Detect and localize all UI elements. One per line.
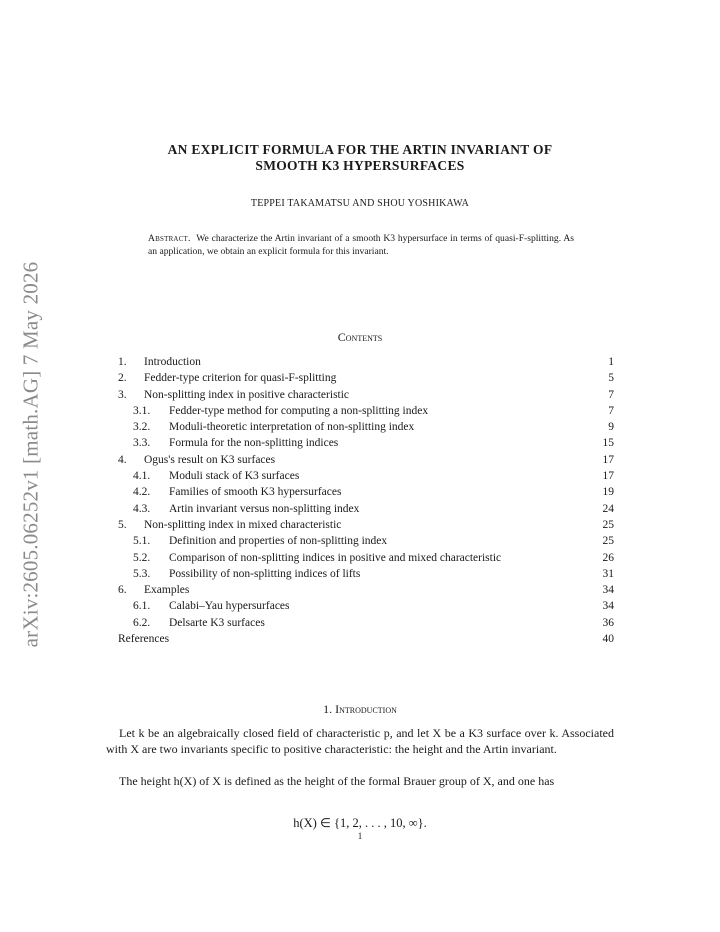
toc-entry-page: 9 [608, 421, 614, 434]
toc-entry[interactable] [118, 370, 614, 386]
toc-entry[interactable] [118, 615, 614, 631]
paper-title-line-2: SMOOTH K3 HYPERSURFACES [255, 158, 465, 173]
toc-entry-label: References [118, 633, 170, 646]
paper-authors: TEPPEI TAKAMATSU AND SHOU YOSHIKAWA [250, 198, 470, 209]
toc-entry-page: 40 [602, 633, 614, 646]
toc-entry-number: 5.2. [133, 551, 151, 564]
toc-entry-number: 4.2. [133, 486, 151, 499]
toc-entry-page: 36 [602, 616, 614, 629]
toc-entry-number: 5.1. [133, 535, 151, 548]
toc-entry-label: Comparison of non-splitting indices in positive and mixed characteristic [169, 551, 502, 564]
toc-entry[interactable] [118, 419, 614, 435]
toc-entry-label: Introduction [144, 356, 201, 368]
toc-entry-page: 17 [602, 470, 614, 483]
arxiv-identifier-stamp[interactable] [14, 247, 48, 662]
toc-entry-label: Possibility of non-splitting indices of lifts [169, 567, 361, 580]
toc-entry-number: 3.3. [133, 437, 151, 450]
toc-entry-number: 5.3. [133, 567, 151, 580]
abstract [148, 233, 574, 258]
toc-entry[interactable] [118, 566, 614, 582]
toc-entry[interactable] [118, 387, 614, 403]
toc-entry[interactable] [118, 403, 614, 419]
toc-entry-label: Families of smooth K3 hypersurfaces [169, 486, 342, 499]
toc-entry[interactable] [118, 484, 614, 500]
toc-entry[interactable] [118, 598, 614, 614]
toc-entry[interactable] [118, 582, 614, 598]
toc-entry-page: 5 [608, 372, 614, 385]
toc-entry-number: 6. [118, 584, 127, 597]
abstract-text: We characterize the Artin invariant of a smooth K3 hypersurface in terms of quasi-F-splitting. As an application, we obtain an explicit formula for this invariant. [148, 233, 574, 257]
toc-entry-label: Fedder-type method for computing a non-splitting index [169, 404, 429, 417]
paper-title-line-1: AN EXPLICIT FORMULA FOR THE ARTIN INVARIANT OF [167, 142, 553, 157]
toc-entry-label: Formula for the non-splitting indices [169, 437, 339, 450]
toc-entry-page: 1 [608, 356, 614, 368]
toc-entry-page: 7 [608, 388, 614, 401]
arxiv-identifier-text: arXiv:2605.06252v1 [math.AG] 7 May 2026 [18, 261, 43, 648]
toc-entry-number: 2. [118, 372, 127, 385]
toc-entry-page: 24 [602, 502, 614, 515]
toc-entry-number: 4.3. [133, 502, 151, 515]
toc-entry-page: 25 [602, 518, 614, 531]
section-heading-introduction [100, 702, 620, 717]
toc-entry-label: Non-splitting index in positive characteristic [144, 388, 350, 401]
toc-entry-label: Calabi–Yau hypersurfaces [169, 600, 290, 613]
display-equation: h(X) ∈ {1, 2, . . . , 10, ∞}. [293, 816, 427, 830]
toc-entry-number: 3.2. [133, 421, 151, 434]
toc-entry[interactable] [118, 550, 614, 566]
toc-entry[interactable] [118, 517, 614, 533]
toc-entry-label: Examples [144, 584, 190, 597]
table-of-contents [118, 354, 614, 647]
toc-entry[interactable] [118, 468, 614, 484]
toc-entry-number: 4. [118, 453, 127, 466]
page-number: 1 [357, 831, 363, 841]
toc-entry[interactable] [118, 452, 614, 468]
toc-entry-label: Definition and properties of non-splitting index [169, 535, 388, 548]
toc-entry-number: 3. [118, 388, 127, 401]
toc-entry-label: Fedder-type criterion for quasi-F-splitting [144, 372, 337, 385]
section-title: Introduction [335, 702, 397, 716]
toc-entry[interactable] [118, 501, 614, 517]
toc-entry-page: 15 [602, 437, 614, 450]
toc-entry-page: 25 [602, 535, 614, 548]
toc-entry-page: 34 [602, 584, 614, 597]
toc-entry-page: 34 [602, 600, 614, 613]
toc-entry-label: Artin invariant versus non-splitting index [169, 502, 360, 515]
toc-entry-number: 4.1. [133, 470, 151, 483]
paragraph-2: The height h(X) of X is defined as the height of the formal Brauer group of X, and one has [119, 774, 555, 788]
abstract-lead: Abstract. [148, 233, 191, 244]
toc-entry-page: 17 [602, 453, 614, 466]
toc-entry-number: 6.2. [133, 616, 151, 629]
toc-entry-number: 3.1. [133, 404, 151, 417]
toc-entry-number: 6.1. [133, 600, 151, 613]
toc-entry-number: 5. [118, 518, 127, 531]
paper-title [100, 142, 620, 174]
paragraph-1: Let k be an algebraically closed field of characteristic p, and let X be a K3 surface over k. Associated with X are two invariants specific to positive characteristic: the height and the Artin invariant. [106, 726, 614, 757]
toc-entry[interactable] [118, 533, 614, 549]
toc-entry-page: 19 [602, 486, 614, 499]
toc-entry-label: Non-splitting index in mixed characteristic [144, 518, 342, 531]
toc-entry[interactable] [118, 631, 614, 647]
toc-entry[interactable] [118, 435, 614, 451]
toc-entry-label: Delsarte K3 surfaces [169, 616, 265, 629]
toc-entry-page: 31 [602, 567, 614, 580]
toc-entry-page: 26 [602, 551, 614, 564]
toc-entry-label: Moduli stack of K3 surfaces [169, 470, 300, 483]
toc-entry[interactable] [118, 354, 614, 370]
toc-entry-page: 7 [608, 404, 614, 417]
toc-entry-label: Ogus's result on K3 surfaces [144, 453, 276, 466]
toc-entry-label: Moduli-theoretic interpretation of non-splitting index [169, 421, 415, 434]
contents-heading: Contents [337, 330, 383, 344]
section-number: 1. [323, 702, 333, 716]
toc-entry-number: 1. [118, 356, 127, 368]
